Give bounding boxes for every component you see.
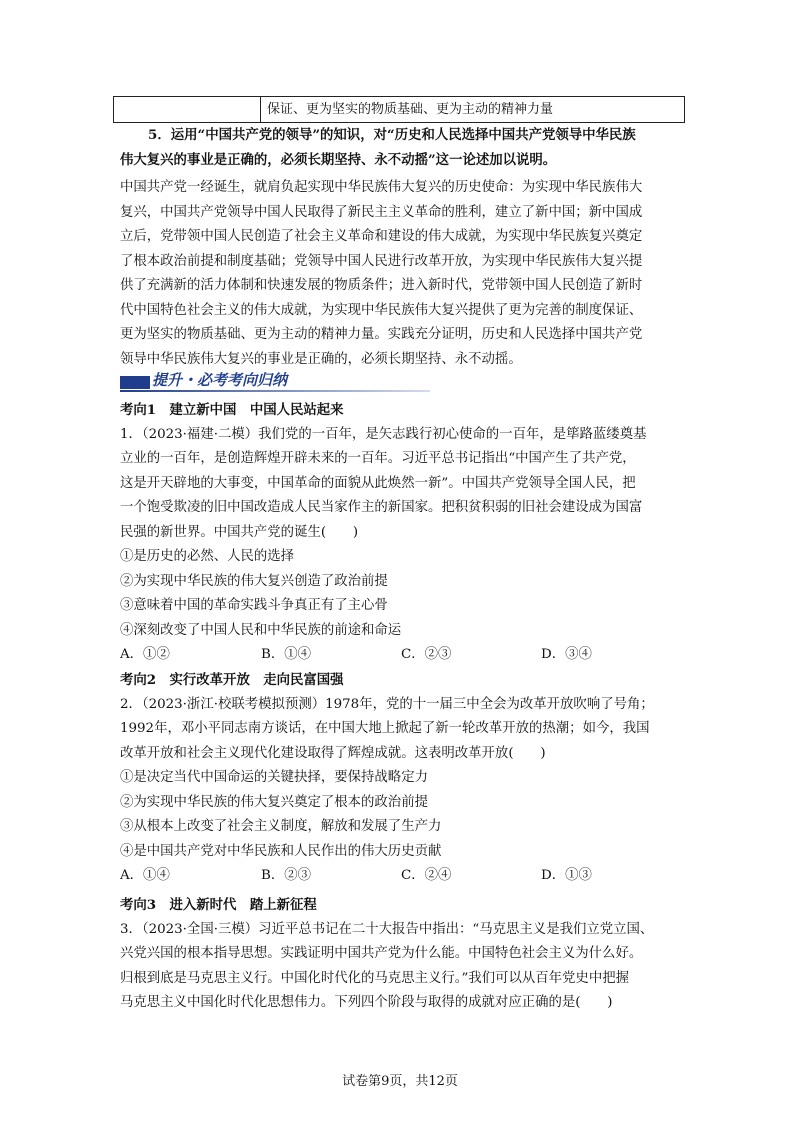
kx1-item: ①是历史的必然、人民的选择 — [120, 549, 295, 564]
kx3-stem-line: 马克思主义中国化时代化思想伟力。下列四个阶段与取得的成就对应正确的是( ) — [120, 995, 613, 1010]
kx2-options — [120, 864, 685, 889]
q5-answer-line: 供了充满新的活力体制和快速发展的物质条件；进入新时代，党带领中国人民创造了新时 — [120, 278, 643, 293]
q5-answer-line: 复兴，中国共产党领导中国人民取得了新民主主义革命的胜利，建立了新中国；新中国成 — [120, 204, 643, 220]
kx2-item: ③从根本上改变了社会主义制度，解放和发展了生产力 — [120, 819, 442, 834]
kx3-stem-line: 归根到底是马克思主义行。中国化时代化的马克思主义行。”我们可以从百年党史中把握 — [120, 970, 629, 986]
kx1-item: ④深刻改变了中国人民和中华民族的前途和命运 — [120, 622, 402, 638]
kaoxiang-3 — [120, 893, 685, 1016]
q5-answer-line: 领导中华民族伟大复兴的事业是正确的，必须长期坚持、永不动摇。 — [120, 351, 522, 367]
q5-answer-line: 代中国特色社会主义的伟大成就，为实现中华民族伟大复兴提供了更为完善的制度保证、 — [120, 302, 643, 318]
option-b[interactable]: B．②③ — [261, 868, 312, 883]
section-banner — [120, 369, 430, 391]
banner-bar — [120, 376, 150, 389]
kx2-item: ②为实现中华民族的伟大复兴奠定了根本的政治前提 — [120, 794, 428, 810]
kx1-item: ③意味着中国的革命实践斗争真正有了主心骨 — [120, 598, 388, 613]
q5-answer-line: 立后，党带领中国人民创造了社会主义革命和建设的伟大成就，为实现中华民族复兴奠定 — [120, 229, 643, 244]
banner-title: 提升・必考考向归纳 — [152, 371, 288, 389]
kx2-stem-line: 改革开放和社会主义现代化建设取得了辉煌成就。这表明改革开放( ) — [120, 745, 546, 761]
question-5 — [120, 123, 685, 372]
kx1-heading: 考向1 建立新中国 中国人民站起来 — [120, 402, 344, 418]
kx1-stem-line: 1．（2023·福建·二模）我们党的一百年，是矢志践行初心使命的一百年，是筚路蓝缕奠基 — [120, 426, 647, 442]
q5-answer-line: 中国共产党一经诞生，就肩负起实现中华民族伟大复兴的历史使命：为实现中华民族伟大 — [120, 180, 643, 195]
q5-answer-line: 更为坚实的物质基础、更为主动的精神力量。实践充分证明，历史和人民选择中国共产党 — [120, 327, 643, 342]
option-c[interactable]: C．②③ — [401, 647, 452, 662]
answer-table-row — [113, 96, 685, 123]
kx2-stem-line: 1992年，邓小平同志南方谈话，在中国大地上掀起了新一轮改革开放的热潮；如今，我国 — [120, 721, 650, 736]
kx2-item: ④是中国共产党对中华民族和人民作出的伟大历史贡献 — [120, 843, 442, 859]
table-cell-left — [114, 97, 261, 122]
kx1-options — [120, 643, 685, 668]
option-d[interactable]: D．①③ — [541, 868, 592, 883]
kaoxiang-1 — [120, 398, 685, 668]
q5-title-line: 伟大复兴的事业是正确的，必须长期坚持、永不动摇”这一论述加以说明。 — [120, 151, 557, 168]
kx1-item: ②为实现中华民族的伟大复兴创造了政治前提 — [120, 573, 388, 589]
option-b[interactable]: B．①④ — [261, 647, 312, 662]
kx1-stem-line: 民强的新世界。中国共产党的诞生( ) — [120, 524, 359, 540]
kx2-stem-line: 2．（2023·浙江·校联考模拟预测）1978年，党的十一届三中全会为改革开放吹响了号角； — [120, 696, 654, 712]
kx1-stem-line: 一个饱受欺凌的旧中国改造成人民当家作主的新国家。把积贫积弱的旧社会建设成为国富 — [120, 500, 643, 515]
kx1-stem-line: 这是开天辟地的大事变，中国革命的面貌从此焕然一新”。中国共产党领导全国人民，把 — [120, 475, 636, 491]
kx1-stem-line: 立业的一百年，是创造辉煌开辟未来的一百年。习近平总书记指出“中国产生了共产党， — [120, 451, 636, 466]
kx2-item: ①是决定当代中国命运的关键抉择，要保持战略定力 — [120, 770, 428, 785]
kx3-stem-line: 兴党兴国的根本指导思想。实践证明中国共产党为什么能。中国特色社会主义为什么好。 — [120, 946, 643, 961]
kx3-heading: 考向3 进入新时代 踏上新征程 — [120, 897, 317, 913]
banner-rule — [120, 390, 430, 392]
q5-title-line: 5．运用“中国共产党的领导”的知识，对“历史和人民选择中国共产党领导中华民族 — [148, 127, 636, 143]
table-cell-right: 保证、更为坚实的物质基础、更为主动的精神力量 — [267, 102, 554, 117]
kx2-heading: 考向2 实行改革开放 走向民富国强 — [120, 672, 344, 688]
page-footer: 试卷第9页，共12页 — [342, 1074, 458, 1089]
q5-answer-line: 了根本政治前提和制度基础；党领导中国人民进行改革开放，为实现中华民族伟大复兴提 — [120, 253, 643, 269]
option-c[interactable]: C．②④ — [401, 868, 452, 883]
option-a[interactable]: A．①② — [120, 647, 170, 662]
option-d[interactable]: D．③④ — [541, 647, 592, 662]
kx3-stem-line: 3．（2023·全国·三模）习近平总书记在二十大报告中指出：“马克思主义是我们立党立国、 — [120, 921, 654, 937]
kaoxiang-2 — [120, 668, 685, 889]
option-a[interactable]: A．①④ — [120, 868, 170, 883]
